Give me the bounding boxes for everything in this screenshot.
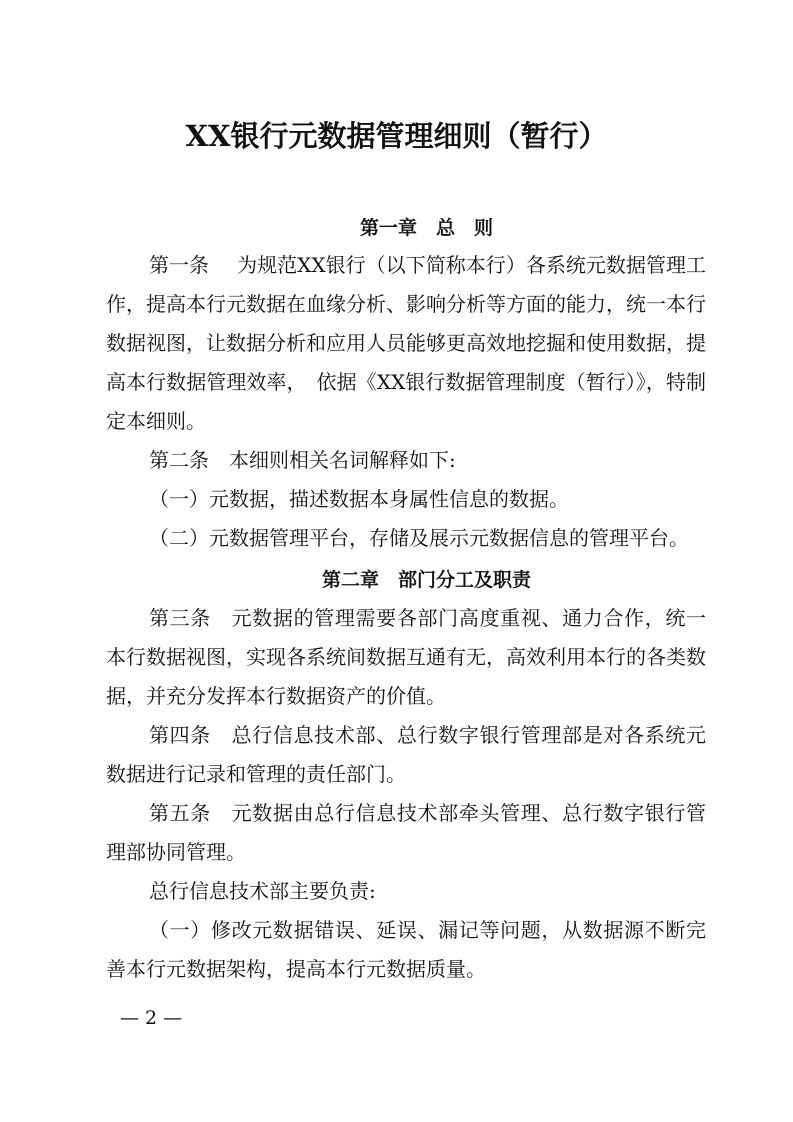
article-4 bbox=[106, 716, 706, 794]
article-2 bbox=[106, 441, 706, 480]
definition-2: （二）元数据管理平台，存储及展示元数据信息的管理平台。 bbox=[149, 526, 689, 550]
article-5 bbox=[106, 794, 706, 872]
article-3-text: 元数据的管理需要各部门高度重视、通力合作，统一本行数据视图，实现各系统间数据互通有无，高效利用本行的各类数据，并充分发挥本行数据资产的价值。 bbox=[106, 606, 707, 708]
document-body-2 bbox=[106, 599, 706, 989]
chapter-1-heading: 第一章 总 则 bbox=[359, 217, 493, 239]
article-5-text: 元数据由总行信息技术部牵头管理、总行数字银行管理部协同管理。 bbox=[106, 801, 707, 864]
article-5-label: 第五条 bbox=[149, 801, 211, 825]
document-body bbox=[106, 246, 706, 558]
definition-1: （一）元数据，描述数据本身属性信息的数据。 bbox=[149, 487, 569, 511]
article-4-text: 总行信息技术部、总行数字银行管理部是对各系统元数据进行记录和管理的责任部门。 bbox=[106, 723, 707, 786]
article-1 bbox=[106, 246, 706, 441]
document-title: XX银行元数据管理细则（暂行） bbox=[185, 119, 608, 153]
it-duties-intro: 总行信息技术部主要负责: bbox=[149, 879, 376, 903]
duty-1: （一）修改元数据错误、延误、漏记等问题，从数据源不断完善本行元数据架构，提高本行元数据质量。 bbox=[106, 918, 706, 981]
article-1-text: 为规范XX银行（以下简称本行）各系统元数据管理工作，提高本行元数据在血缘分析、影响分析等方面的能力，统一本行数据视图，让数据分析和应用人员能够更高效地挖掘和使用数据，提高本行数据管理效率， 依据《XX银行数据管理制度（暂行）》，特制定本细则。 bbox=[106, 253, 706, 433]
article-2-text: 本细则相关名词解释如下: bbox=[229, 448, 456, 472]
page-number: — 2 — bbox=[120, 1007, 183, 1029]
article-3 bbox=[106, 599, 706, 716]
article-3-label: 第三条 bbox=[149, 606, 211, 630]
article-1-label: 第一条 bbox=[149, 253, 210, 277]
article-2-label: 第二条 bbox=[149, 448, 209, 472]
chapter-2-heading: 第二章 部门分工及职责 bbox=[321, 569, 531, 591]
article-4-label: 第四条 bbox=[149, 723, 211, 747]
